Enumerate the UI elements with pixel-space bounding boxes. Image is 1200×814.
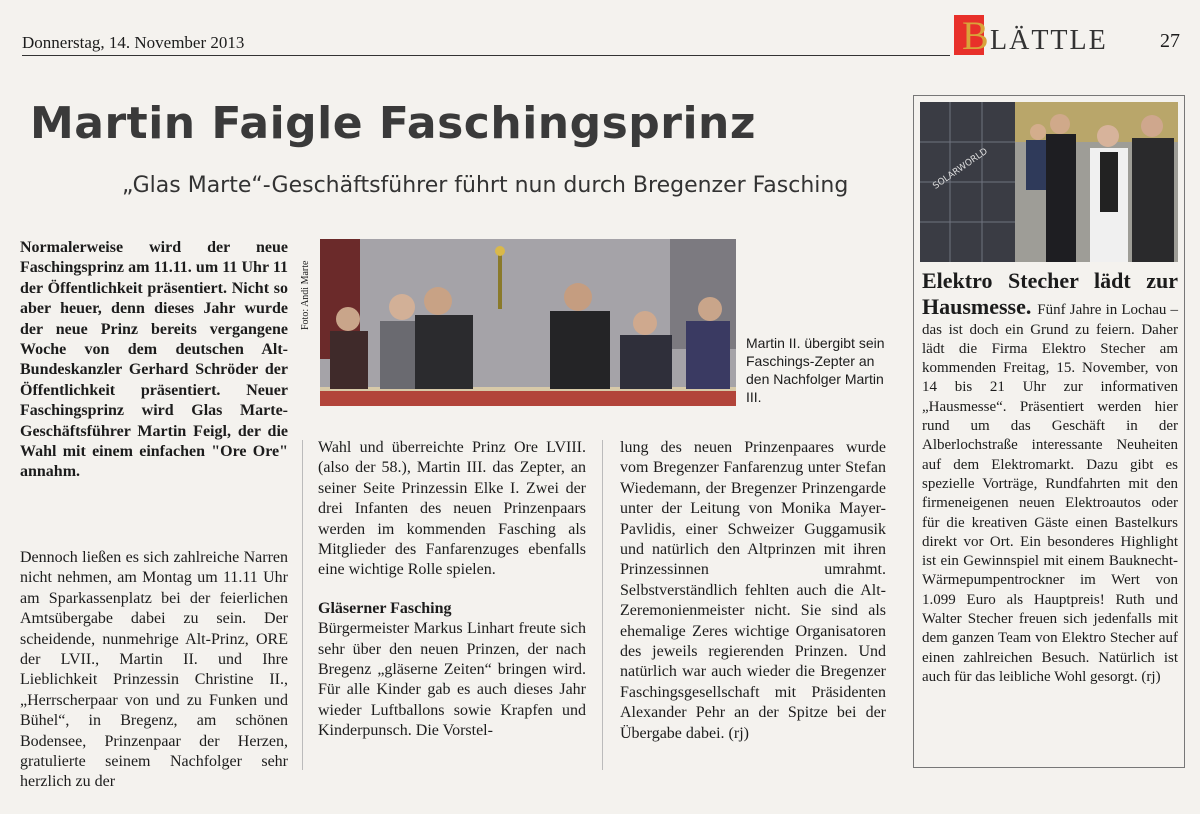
photo-caption: Martin II. übergibt sein Faschings-Zepter an den Nachfolger Martin III. (746, 335, 885, 405)
ad-box-elektro-stecher (913, 95, 1185, 768)
header-rule (22, 55, 950, 56)
subheading-glaeserner-fasching: Gläserner Fasching (318, 599, 452, 617)
ad-text (922, 268, 1178, 687)
blaettle-logo (954, 12, 1139, 56)
article-column-2 (318, 438, 586, 742)
solarworld-sign: SOLARWORLD (931, 146, 990, 192)
paragraph-gap (318, 581, 586, 599)
article-subheadline: „Glas Marte“-Geschäftsführer führt nun durch Bregenzer Fasching (122, 173, 849, 198)
logo-wordmark: LÄTTLE (990, 25, 1108, 56)
logo-initial: B (962, 13, 989, 58)
column-2-text-2: Bürgermeister Markus Linhart freute sich sehr über den neuen Prinzen, der nach Bregenz „gläserne Zeiten“ bringen wird. Für alle Kinder gab es auch dieses Jahr wieder Luftballons sowie Krapfen und Kinderpunsch. Die Vorstel- (318, 620, 586, 740)
article-column-3: lung des neuen Prinzenpaares wurde vom Bregenzer Fanfarenzug unter Stefan Wiedemann, der Bregenzer Prinzengarde unter der Leitung von Monika Mayer-Pavlidis, einer Schweizer Guggamusik und natürlich den Altprinzen mit ihren Prinzessinnen umrahmt. Selbstverständlich fehlten auch die Alt-Zeremonienmeister nicht. Sie sind als ehemalige Zeres wichtige Organisatoren des jeweils regierenden Prinzen. Und natürlich war auch wieder die Bregenzer Faschingsgesellschaft mit Präsidenten Alexander Pehr an der Spitze bei der Übergabe dabei. (rj) (620, 439, 886, 742)
article-column-1: Dennoch ließen es sich zahlreiche Narren nicht nehmen, am Montag um 11.11 Uhr am Sparkassenplatz bei der feierlichen Amtsübergabe dabei zu sein. Der scheidende, nunmehrige Alt-Prinz, ORE der LVII., Martin II. und Ihre Lieblichkeit Prinzessin Christine II., „Herrscherpaar von und zu Funken und Bühel“, in Bregenz, am schönen Bodensee, Prinzenpaar der Herzen, gratulierte seinem Nachfolger sehr herzlich zu der (20, 549, 288, 791)
ad-photo (920, 102, 1178, 262)
page-number: 27 (1160, 30, 1180, 52)
column-divider (602, 440, 603, 770)
column-2-text: Wahl und überreichte Prinz Ore LVIII. (also der 58.), Martin III. das Zepter, an seiner Seite Prinzessin Elke I. Zwei der drei Infanten des neuen Prinzenpaars werden im kommenden Fasching als Mitglieder des Fanfarenzuges ebenfalls eine wichtige Rolle spielen. (318, 439, 586, 579)
ad-title: Elektro Stecher lädt zur Hausmesse. (922, 268, 1178, 320)
prince-handover-illustration (320, 239, 736, 406)
ad-body: Fünf Jahre in Lochau – das ist doch ein Grund zu feiern. Daher lädt die Firma Elektro Stecher am kommenden Freitag, 15. November, von 14 bis 21 Uhr zur informativen „Hausmesse“. Präsentiert werden hier rund um das Geschäft in der Alberlochstraße interessante Neuheiten auf dem Elektromarkt. Dazu gibt es spezielle Vorträge, Rundfahrten mit den firmeneigenen neuen Elektroautos oder für die kreativen Gäste einen Bastelkurs direkt vor Ort. Ein besonderes Highlight ist ein Gewinnspiel mit einem Bauknecht-Wärmepumpentrockner im Wert von 1.099 Euro als Hauptpreis! Ruth und Walter Stecher freuen sich jedenfalls mit dem ganzen Team von Elektro Stecher auf einen zahlreichen Besuch. Natürlich ist auch für das leibliche Wohl gesorgt. (rj) (922, 302, 1179, 685)
photo-credit: Foto: Andi Marte (300, 260, 311, 330)
article-photo (320, 239, 736, 406)
issue-date: Donnerstag, 14. November 2013 (22, 33, 245, 52)
team-with-solar-panel-illustration (920, 102, 1178, 262)
article-lead: Normalerweise wird der neue Faschingsprinz am 11.11. um 11 Uhr 11 der Öffentlichkeit präsentiert. Nicht so aber heuer, denn dieses Jahr wurde der neue Prinz bereits vergangene Woche von dem deutschen Alt-Bundeskanzler Gerhard Schröder der Öffentlichkeit präsentiert. Neuer Faschingsprinz wird Glas Marte-Geschäftsführer Martin Feigl, der die Wahl mit einem einfachen "Ore Ore" annahm. (20, 239, 288, 481)
article-headline: Martin Faigle Faschingsprinz (30, 98, 756, 149)
column-divider (302, 440, 303, 770)
